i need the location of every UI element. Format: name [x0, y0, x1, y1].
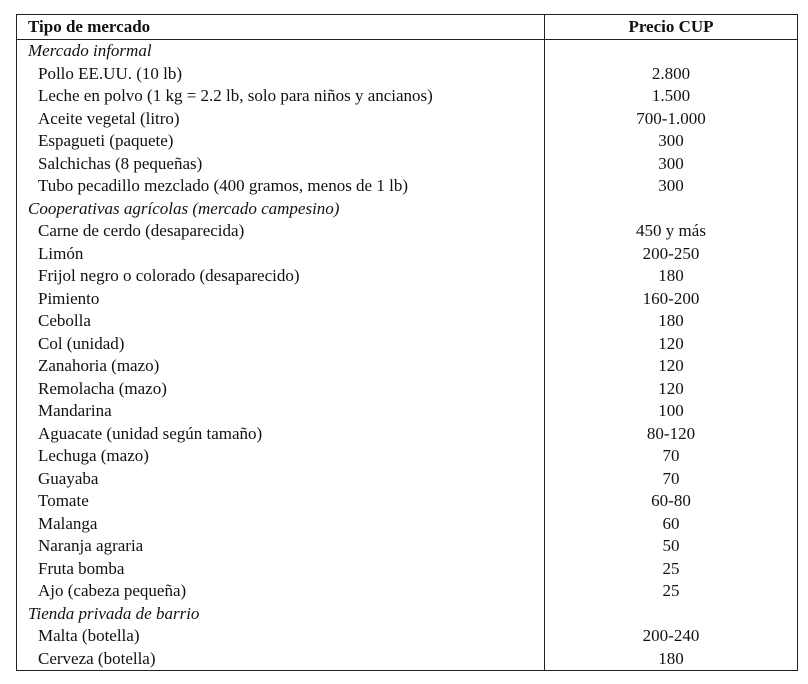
section-price-empty — [545, 40, 798, 63]
table-row — [17, 220, 798, 243]
table-header-row — [17, 15, 798, 40]
item-price: 120 — [658, 333, 684, 353]
table-row — [17, 310, 798, 333]
item-name: Leche en polvo (1 kg = 2.2 lb, solo para niños y ancianos) — [17, 85, 545, 108]
table-row — [17, 423, 798, 446]
item-name: Tomate — [17, 490, 545, 513]
item-price: 160-200 — [642, 288, 700, 308]
table-body — [17, 40, 798, 671]
item-price: 180 — [658, 648, 684, 668]
item-name: Naranja agraria — [17, 535, 545, 558]
table-row — [17, 333, 798, 356]
item-price: 100 — [658, 401, 684, 420]
item-name: Mandarina — [17, 400, 545, 423]
table-row — [17, 558, 798, 581]
item-name: Guayaba — [17, 468, 545, 491]
item-price: 50 — [662, 536, 680, 555]
item-name: Pimiento — [17, 288, 545, 311]
item-price: 70 — [662, 468, 680, 488]
item-price: 120 — [658, 356, 684, 375]
table-row — [17, 378, 798, 401]
item-name: Zanahoria (mazo) — [17, 355, 545, 378]
item-price: 120 — [658, 378, 684, 398]
item-name: Limón — [17, 243, 545, 266]
table-row — [17, 625, 798, 648]
table-row — [17, 175, 798, 198]
item-price: 200-240 — [642, 626, 700, 645]
item-price: 300 — [658, 153, 684, 173]
item-price: 25 — [662, 581, 680, 600]
item-price: 25 — [662, 558, 680, 578]
item-name: Malanga — [17, 513, 545, 536]
item-name: Fruta bomba — [17, 558, 545, 581]
item-price: 180 — [658, 266, 684, 285]
item-name: Salchichas (8 pequeñas) — [17, 153, 545, 176]
item-price: 80-120 — [646, 423, 696, 443]
item-price: 2.800 — [651, 63, 691, 83]
column-header-market-type: Tipo de mercado — [17, 15, 545, 40]
table-row — [17, 400, 798, 423]
item-price: 300 — [658, 176, 684, 195]
table-row — [17, 513, 798, 536]
item-name: Cerveza (botella) — [17, 648, 545, 671]
item-price: 60 — [662, 513, 680, 533]
item-name: Lechuga (mazo) — [17, 445, 545, 468]
table-row — [17, 355, 798, 378]
table-row — [17, 445, 798, 468]
price-table — [16, 14, 798, 671]
table-row — [17, 648, 798, 671]
item-price: 700-1.000 — [636, 108, 706, 128]
table-row — [17, 535, 798, 558]
table-row — [17, 243, 798, 266]
table-row — [17, 85, 798, 108]
item-name: Cebolla — [17, 310, 545, 333]
section-label: Cooperativas agrícolas (mercado campesino) — [17, 198, 545, 221]
column-header-price: Precio CUP — [545, 15, 798, 40]
section-price-empty — [545, 198, 798, 221]
item-name: Frijol negro o colorado (desaparecido) — [17, 265, 545, 288]
item-price: 300 — [658, 131, 684, 150]
item-price: 1.500 — [651, 86, 691, 105]
item-name: Ajo (cabeza pequeña) — [17, 580, 545, 603]
item-name: Remolacha (mazo) — [17, 378, 545, 401]
table-row — [17, 468, 798, 491]
table-row — [17, 130, 798, 153]
item-name: Aguacate (unidad según tamaño) — [17, 423, 545, 446]
item-price: 60-80 — [651, 491, 691, 510]
item-name: Tubo pecadillo mezclado (400 gramos, menos de 1 lb) — [17, 175, 545, 198]
table-row — [17, 288, 798, 311]
item-name: Espagueti (paquete) — [17, 130, 545, 153]
item-price: 180 — [658, 311, 684, 330]
item-name: Malta (botella) — [17, 625, 545, 648]
item-price: 70 — [662, 446, 680, 465]
table-row — [17, 265, 798, 288]
section-price-empty — [545, 603, 798, 626]
section-row — [17, 40, 798, 63]
table-row — [17, 153, 798, 176]
item-price: 200-250 — [642, 243, 700, 263]
table-row — [17, 108, 798, 131]
section-label: Mercado informal — [17, 40, 545, 63]
section-label: Tienda privada de barrio — [17, 603, 545, 626]
section-row — [17, 603, 798, 626]
table-row — [17, 490, 798, 513]
section-row — [17, 198, 798, 221]
table-row — [17, 580, 798, 603]
table-row — [17, 63, 798, 86]
item-name: Pollo EE.UU. (10 lb) — [17, 63, 545, 86]
item-name: Carne de cerdo (desaparecida) — [17, 220, 545, 243]
item-name: Col (unidad) — [17, 333, 545, 356]
item-name: Aceite vegetal (litro) — [17, 108, 545, 131]
item-price: 450 y más — [636, 221, 706, 240]
